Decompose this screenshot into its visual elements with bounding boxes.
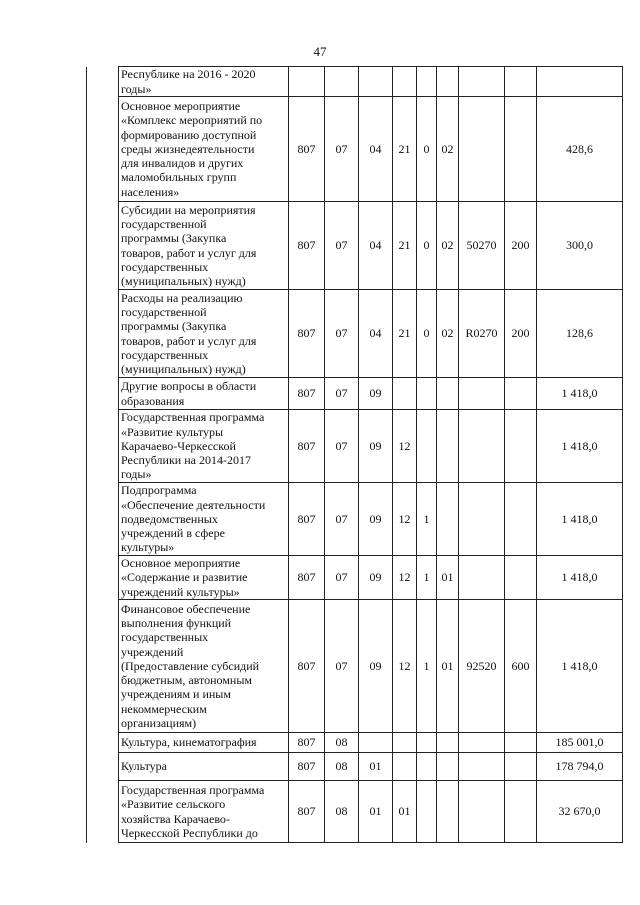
code-cell-p1: 21 bbox=[393, 290, 417, 378]
code-cell-vr: 600 bbox=[505, 600, 537, 733]
code-cell-grbs: 807 bbox=[289, 733, 325, 753]
row-name-cell: Субсидии на мероприятия государственной программы (Закупка товаров, работ и услуг для государственных (муниципальных) нужд) bbox=[119, 202, 289, 290]
code-cell-rz: 07 bbox=[325, 483, 359, 556]
code-cell-p2: 1 bbox=[417, 600, 437, 733]
code-cell-pr bbox=[359, 67, 393, 97]
code-cell-grbs bbox=[289, 67, 325, 97]
code-cell-p4 bbox=[459, 781, 505, 843]
code-cell-vr bbox=[505, 733, 537, 753]
row-name-cell: Республике на 2016 - 2020 годы» bbox=[119, 67, 289, 97]
table-row bbox=[87, 378, 623, 410]
code-cell-p3: 02 bbox=[437, 202, 459, 290]
row-name-cell: Основное мероприятие «Содержание и развитие учреждений культуры» bbox=[119, 556, 289, 600]
budget-table bbox=[86, 66, 623, 843]
code-cell-p2 bbox=[417, 410, 437, 483]
row-name-cell: Другие вопросы в области образования bbox=[119, 378, 289, 410]
row-name-cell: Культура bbox=[119, 753, 289, 781]
code-cell-p1 bbox=[393, 67, 417, 97]
code-cell-pr: 09 bbox=[359, 556, 393, 600]
blank-cell bbox=[87, 410, 119, 483]
code-cell-p1: 12 bbox=[393, 600, 417, 733]
code-cell-pr: 04 bbox=[359, 290, 393, 378]
amount-cell: 32 670,0 bbox=[537, 781, 623, 843]
code-cell-grbs: 807 bbox=[289, 410, 325, 483]
code-cell-p3 bbox=[437, 67, 459, 97]
code-cell-vr bbox=[505, 556, 537, 600]
code-cell-rz: 07 bbox=[325, 556, 359, 600]
code-cell-p2 bbox=[417, 378, 437, 410]
code-cell-p3 bbox=[437, 410, 459, 483]
amount-cell: 128,6 bbox=[537, 290, 623, 378]
code-cell-vr: 200 bbox=[505, 290, 537, 378]
code-cell-pr: 09 bbox=[359, 378, 393, 410]
table-row bbox=[87, 202, 623, 290]
code-cell-p1: 12 bbox=[393, 556, 417, 600]
code-cell-rz: 07 bbox=[325, 202, 359, 290]
amount-cell: 1 418,0 bbox=[537, 600, 623, 733]
table-row bbox=[87, 753, 623, 781]
code-cell-p1: 12 bbox=[393, 483, 417, 556]
code-cell-grbs: 807 bbox=[289, 483, 325, 556]
table-row bbox=[87, 733, 623, 753]
code-cell-p1: 12 bbox=[393, 410, 417, 483]
code-cell-p3 bbox=[437, 378, 459, 410]
code-cell-rz: 07 bbox=[325, 290, 359, 378]
table-row bbox=[87, 290, 623, 378]
row-name-cell: Культура, кинематография bbox=[119, 733, 289, 753]
blank-cell bbox=[87, 753, 119, 781]
code-cell-p4 bbox=[459, 753, 505, 781]
row-name-cell: Государственная программа «Развитие сельского хозяйства Карачаево- Черкесской Республики до bbox=[119, 781, 289, 843]
amount-cell: 178 794,0 bbox=[537, 753, 623, 781]
code-cell-grbs: 807 bbox=[289, 378, 325, 410]
blank-cell bbox=[87, 600, 119, 733]
code-cell-rz: 07 bbox=[325, 97, 359, 202]
code-cell-p3: 02 bbox=[437, 290, 459, 378]
code-cell-p3: 01 bbox=[437, 556, 459, 600]
code-cell-p3: 01 bbox=[437, 600, 459, 733]
table-row bbox=[87, 67, 623, 97]
code-cell-p1: 21 bbox=[393, 97, 417, 202]
amount-cell: 1 418,0 bbox=[537, 410, 623, 483]
blank-cell bbox=[87, 290, 119, 378]
code-cell-p1 bbox=[393, 753, 417, 781]
code-cell-p2: 0 bbox=[417, 202, 437, 290]
blank-cell bbox=[87, 483, 119, 556]
code-cell-p2 bbox=[417, 67, 437, 97]
row-name-cell: Государственная программа «Развитие культуры Карачаево-Черкесской Республики на 2014-2017 годы» bbox=[119, 410, 289, 483]
code-cell-vr bbox=[505, 67, 537, 97]
code-cell-pr: 09 bbox=[359, 410, 393, 483]
code-cell-p4 bbox=[459, 556, 505, 600]
blank-cell bbox=[87, 202, 119, 290]
blank-cell bbox=[87, 378, 119, 410]
table-row bbox=[87, 781, 623, 843]
code-cell-p3 bbox=[437, 753, 459, 781]
code-cell-rz: 07 bbox=[325, 600, 359, 733]
code-cell-vr bbox=[505, 483, 537, 556]
row-name-cell: Основное мероприятие «Комплекс мероприятий по формированию доступной среды жизнедеятельности для инвалидов и других маломобильных групп населения» bbox=[119, 97, 289, 202]
code-cell-p2: 1 bbox=[417, 483, 437, 556]
code-cell-vr bbox=[505, 410, 537, 483]
code-cell-p2 bbox=[417, 733, 437, 753]
code-cell-pr bbox=[359, 733, 393, 753]
code-cell-p3: 02 bbox=[437, 97, 459, 202]
code-cell-p1 bbox=[393, 378, 417, 410]
code-cell-grbs: 807 bbox=[289, 97, 325, 202]
code-cell-p2 bbox=[417, 781, 437, 843]
amount-cell: 300,0 bbox=[537, 202, 623, 290]
code-cell-pr: 01 bbox=[359, 781, 393, 843]
code-cell-p2 bbox=[417, 753, 437, 781]
code-cell-grbs: 807 bbox=[289, 202, 325, 290]
code-cell-rz: 08 bbox=[325, 781, 359, 843]
blank-cell bbox=[87, 556, 119, 600]
code-cell-vr: 200 bbox=[505, 202, 537, 290]
row-name-cell: Финансовое обеспечение выполнения функций государственных учреждений (Предоставление субсидий бюджетным, автономным учреждениям и иным некоммерческим организациям) bbox=[119, 600, 289, 733]
code-cell-p2: 1 bbox=[417, 556, 437, 600]
blank-cell bbox=[87, 781, 119, 843]
code-cell-rz: 08 bbox=[325, 733, 359, 753]
code-cell-pr: 09 bbox=[359, 600, 393, 733]
code-cell-grbs: 807 bbox=[289, 781, 325, 843]
code-cell-rz: 07 bbox=[325, 378, 359, 410]
code-cell-grbs: 807 bbox=[289, 753, 325, 781]
code-cell-pr: 04 bbox=[359, 97, 393, 202]
code-cell-pr: 01 bbox=[359, 753, 393, 781]
row-name-cell: Расходы на реализацию государственной программы (Закупка товаров, работ и услуг для государственных (муниципальных) нужд) bbox=[119, 290, 289, 378]
blank-cell bbox=[87, 97, 119, 202]
code-cell-p2: 0 bbox=[417, 290, 437, 378]
code-cell-pr: 09 bbox=[359, 483, 393, 556]
code-cell-rz: 07 bbox=[325, 410, 359, 483]
code-cell-p3 bbox=[437, 781, 459, 843]
amount-cell: 428,6 bbox=[537, 97, 623, 202]
amount-cell: 1 418,0 bbox=[537, 556, 623, 600]
code-cell-grbs: 807 bbox=[289, 556, 325, 600]
page-number: 47 bbox=[313, 44, 327, 59]
code-cell-p4: 92520 bbox=[459, 600, 505, 733]
code-cell-p2: 0 bbox=[417, 97, 437, 202]
code-cell-vr bbox=[505, 753, 537, 781]
table-row bbox=[87, 410, 623, 483]
table-row bbox=[87, 483, 623, 556]
code-cell-p4 bbox=[459, 378, 505, 410]
code-cell-p4 bbox=[459, 67, 505, 97]
code-cell-rz bbox=[325, 67, 359, 97]
code-cell-vr bbox=[505, 781, 537, 843]
code-cell-p4: R0270 bbox=[459, 290, 505, 378]
table-row bbox=[87, 97, 623, 202]
row-name-cell: Подпрограмма «Обеспечение деятельности подведомственных учреждений в сфере культуры» bbox=[119, 483, 289, 556]
code-cell-pr: 04 bbox=[359, 202, 393, 290]
code-cell-p4 bbox=[459, 97, 505, 202]
table-row bbox=[87, 600, 623, 733]
code-cell-p3 bbox=[437, 733, 459, 753]
code-cell-p4 bbox=[459, 410, 505, 483]
amount-cell: 185 001,0 bbox=[537, 733, 623, 753]
amount-cell bbox=[537, 67, 623, 97]
code-cell-p1: 21 bbox=[393, 202, 417, 290]
amount-cell: 1 418,0 bbox=[537, 378, 623, 410]
code-cell-vr bbox=[505, 97, 537, 202]
code-cell-grbs: 807 bbox=[289, 290, 325, 378]
code-cell-rz: 08 bbox=[325, 753, 359, 781]
blank-cell bbox=[87, 733, 119, 753]
code-cell-p3 bbox=[437, 483, 459, 556]
code-cell-p1: 01 bbox=[393, 781, 417, 843]
blank-cell bbox=[87, 67, 119, 97]
code-cell-vr bbox=[505, 378, 537, 410]
code-cell-p4: 50270 bbox=[459, 202, 505, 290]
table-row bbox=[87, 556, 623, 600]
amount-cell: 1 418,0 bbox=[537, 483, 623, 556]
code-cell-p4 bbox=[459, 483, 505, 556]
code-cell-grbs: 807 bbox=[289, 600, 325, 733]
code-cell-p4 bbox=[459, 733, 505, 753]
code-cell-p1 bbox=[393, 733, 417, 753]
